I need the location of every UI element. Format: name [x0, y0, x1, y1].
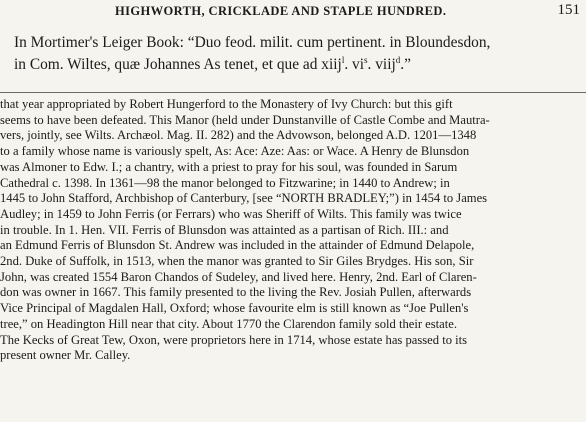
text-line: seems to have been defeated. This Manor (held under Dunstanville of Castle Combe and Mautra- — [0, 112, 490, 127]
header-title: HIGHWORTH, CRICKLADE AND STAPLE HUNDRED. — [115, 4, 447, 18]
text-line: was Almoner to Edw. I.; a chantry, with a priest to pray for his soul, was founded in Sarum — [0, 159, 458, 174]
page-number: 151 — [557, 2, 580, 18]
quote-text: .” — [400, 56, 411, 73]
text-line: don was owner in 1667. This family presented to the living the Rev. Josiah Pullen, afterwards — [0, 285, 472, 300]
text-line: 2nd. Duke of Suffolk, in 1513, when the manor was granted to Sir Giles Brydges. His son, Sir — [0, 254, 474, 269]
text-line: vers, jointly, see Wilts. Archæol. Mag. II. 282) and the Advowson, belonged A.D. 1201—1348 — [0, 128, 477, 143]
running-header — [0, 0, 586, 24]
text-line: Cathedral c. 1398. In 1361—98 the manor belonged to Fitzwarine; in 1440 to Andrew; in — [0, 175, 450, 190]
text-line: tree,” on Headington Hill near that city. About 1770 the Clarendon family sold their estate. — [0, 316, 457, 331]
text-line: 1445 to John Stafford, Archbishop of Canterbury, [see “NORTH BRADLEY;”) in 1454 to James — [0, 191, 488, 206]
text-line: an Edmund Ferris of Blunsdon St. Andrew was included in the attainder of Edmund Delapole, — [0, 238, 475, 253]
quote-line-2 — [14, 54, 582, 76]
superscript-l: l — [341, 54, 345, 65]
text-line: The Kecks of Great Tew, Oxon, were proprietors here in 1714, whose estate has passed to its — [0, 332, 468, 347]
text-line: Audley; in 1459 to John Ferris (or Ferrars) who was Sheriff of Wilts. This family was twice — [0, 206, 462, 221]
superscript-s: s — [364, 54, 368, 65]
text-line: present owner Mr. Calley. — [0, 348, 131, 363]
footnote-text — [0, 97, 586, 364]
quote-line-1: In Mortimer's Leiger Book: “Duo feod. milit. cum pertinent. in Bloundesdon, — [14, 34, 491, 51]
superscript-d: d — [395, 54, 401, 65]
footnote-divider — [0, 92, 586, 93]
quote-text: in Com. Wiltes, quæ Johannes As tenet, et que ad xiij — [14, 56, 342, 73]
text-line: that year appropriated by Robert Hungerford to the Monastery of Ivy Church: but this gift — [0, 97, 453, 111]
text-line: to a family whose name is variously spelt, As: Ace: Aze: Aas: or Wace. A Henry de Blunsdon — [0, 144, 470, 159]
text-line: Vice Principal of Magdalen Hall, Oxford; whose favourite elm is still known as “Joe Pullen's — [0, 301, 469, 316]
latin-quotation — [14, 32, 582, 76]
text-line: in trouble. In 1. Hen. VII. Ferris of Blunsdon was attainted as a partisan of Rich. III.: and — [0, 222, 449, 237]
quote-text: . vi — [344, 56, 365, 73]
text-line: John, was created 1554 Baron Chandos of Sudeley, and lived here. Henry, 2nd. Earl of Claren- — [0, 269, 477, 284]
quote-text: . viij — [367, 56, 396, 73]
